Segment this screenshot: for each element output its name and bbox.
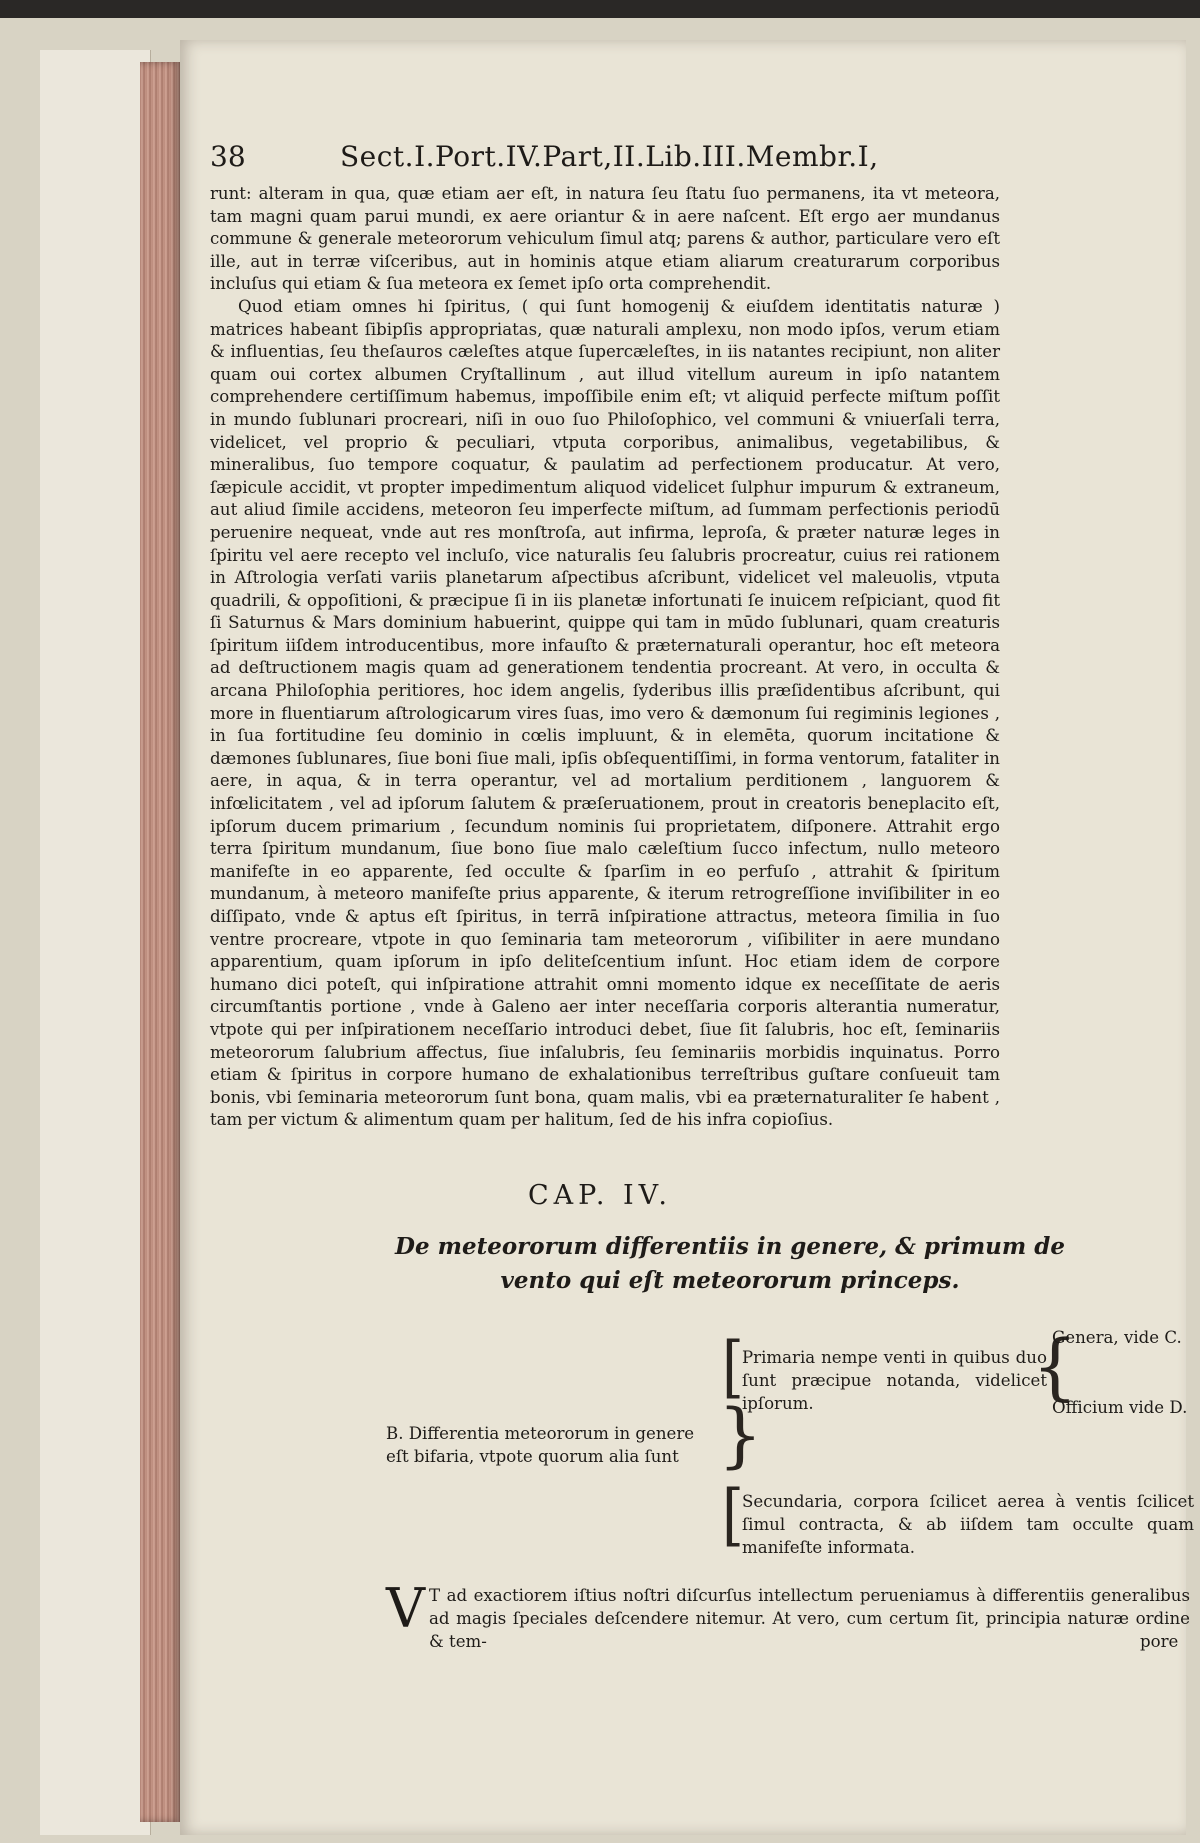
brace-main: } xyxy=(718,1394,763,1476)
page-number: 38 xyxy=(210,140,246,173)
paragraph-2: Quod etiam omnes hi ſpiritus, ( qui ſunt homogenij & eiuſdem identitatis naturæ ) matrices habeant ſibipſis appropriatas, quæ naturali amplexu, non modo ipſos, verum etiam & influentias, ſeu theſauros cæleſtes atque ſupercæleſtes, in iis natantes recipiunt, non aliter quam oui cortex albumen Cryſtallinum , aut illud vitellum aureum in ipſo natantem comprehendere certiſſimum habemus, impoſſibile enim eſt; vt aliquid perfecte miſtum poſſit in mundo ſublunari procreari, niſi in ouo ſuo Philoſophico, vel communi & vniuerſali terra, videlicet, vel proprio & peculiari, vtputa corporibus, animalibus, vegetabilibus, & mineralibus, ſuo tempore coquatur, & paulatim ad perfectionem producatur. At vero, ſæpicule accidit, vt propter impedimentum aliquod videlicet ſulphur impurum & extraneum, aut aliud ſimile accidens, meteoron ſeu imperfecte miſtum, ad ſummam perfectionis periodū peruenire nequeat, vnde aut res monſtroſa, aut infirma, leproſa, & præter naturæ leges in ſpiritu vel aere recepto vel incluſo, vice naturalis ſeu ſalubris procreatur, cuius rei rationem in Aſtrologia verſati variis planetarum aſpectibus aſcribunt, videlicet vel maleuolis, vtputa quadrili, & oppoſitioni, & præcipue ſi in iis planetæ infortunati ſe inuicem reſpiciant, quod fit ſi Saturnus & Mars dominium habuerint, quippe qui tam in mūdo ſublunari, quam creaturis ſpiritum iiſdem introducentibus, more infauſto & præternaturali operantur, hoc eſt meteora ad deſtructionem magis quam ad generationem tendentia procreant. At vero, in occulta & arcana Philoſophia peritiores, hoc idem angelis, ſyderibus illis præſidentibus aſcribunt, qui more in fluentiarum aſtrologicarum vires ſuas, imo vero & dæmonum ſui regiminis legiones , in ſua fortitudine ſeu dominio in cœlis impluunt, & in elemēta, quorum incitatione & dæmones ſublunares, ſiue boni ſiue mali, ipſis obſequentiſſimi, in forma ventorum, fataliter in aere, in aqua, & in terra operantur, vel ad mortalium perditionem , languorem & infœlicitatem , vel ad ipſorum ſalutem & præſeruationem, prout in creatoris beneplacito eſt, ipſorum ducem primarium , ſecundum nominis ſui proprietatem, diſponere. Attrahit ergo terra ſpiritum mundanum, ſiue bono ſiue malo cæleſtium ſucco infectum, nullo meteoro manifeſte in eo apparente, ſed occulte & ſparſim in eo perfuſo , attrahit & ſpiritum mundanum, à meteoro manifeſte prius apparente, & iterum retrogreſſione inviſibiliter in eo diſſipato, vnde & aptus eſt ſpiritus, in terrā inſpiratione attractus, meteora ſimilia in ſuo ventre procreare, vtpote in quo ſeminaria tam meteororum , viſibiliter in aere mundano apparentium, quam ipſorum in ipſo deliteſcentium inſunt. Hoc etiam idem de corpore humano dici poteſt, qui inſpiratione attrahit omni momento idque ex neceſſitate de aeris circumſtantis portione , vnde à Galeno aer inter neceſſaria corporis alterantia numeratur, vtpote qui per inſpirationem neceſſario introduci debet, ſiue ſit ſalubris, hoc eſt, ſeminariis meteororum ſalubrium affectus, ſiue inſalubris, ſeu ſeminariis morbidis inquinatus. Porro etiam & ſpiritus in corpore humano de exhalationibus terreſtribus guſtare conſueuit tam bonis, vbi ſeminaria meteororum ſunt bona, quam malis, vbi ea præternaturaliter ſe habent , tam per victum & alimentum quam per halitum, ſed de his infra copioſius. xyxy=(210,296,1000,1130)
brace-primaria: [ xyxy=(722,1328,744,1407)
chapter-heading: CAP. IV. xyxy=(527,1180,673,1211)
brace-genera: { xyxy=(1032,1324,1078,1408)
brace-secundaria: [ xyxy=(722,1476,744,1555)
closing-text: T ad exactiorem iſtius noſtri diſcurſus intellectum perueniamus à differentiis generalibus ad magis ſpeciales deſcendere nitemur. At vero, cum certum ſit, principia naturæ ordine & tem- xyxy=(429,1586,1190,1651)
scheme-secundaria: Secundaria, corpora ſcilicet aerea à ventis ſcilicet ſimul contracta, & ab iiſdem tam occulte quam manifeſte informata. xyxy=(742,1492,1194,1557)
scheme-officium: Officium vide D. xyxy=(1052,1398,1188,1417)
body-text xyxy=(210,183,1000,1132)
chapter-title: De meteororum differentiis in genere, & primum de vento qui eſt meteororum princeps. xyxy=(395,1233,1065,1294)
page-header xyxy=(210,140,1030,180)
catchword: pore xyxy=(1140,1632,1179,1651)
running-head: Sect.I.Port.IV.Part,II.Lib.III.Membr.I, xyxy=(340,140,879,173)
left-page-edge xyxy=(40,50,151,1835)
page-stack-edge xyxy=(140,62,180,1822)
paragraph-1: runt: alteram in qua, quæ etiam aer eſt, in natura ſeu ſtatu ſuo permanens, ita vt meteora, tam magni quam parui mundi, ex aere oriantur & in aere naſcent. Eſt ergo aer mundanus commune & generale meteororum vehiculum ſimul atq; parens & author, particulare vero eſt ille, aut in terræ viſceribus, aut in hominis atque etiam aliarum creaturarum corporibus incluſus qui etiam & ſua meteora ex ſemet ipſo orta comprehendit. xyxy=(210,184,1000,294)
drop-cap: V xyxy=(386,1577,425,1640)
scheme-genera: Genera, vide C. xyxy=(1052,1328,1182,1347)
scheme-b-text: B. Differentia meteororum in genere eſt bifaria, vtpote quorum alia ſunt xyxy=(386,1424,695,1466)
closing-paragraph xyxy=(386,1577,1190,1653)
scheme-primaria: Primaria nempe venti in quibus duo ſunt præcipue notanda, videlicet ipſorum. xyxy=(742,1348,1047,1413)
